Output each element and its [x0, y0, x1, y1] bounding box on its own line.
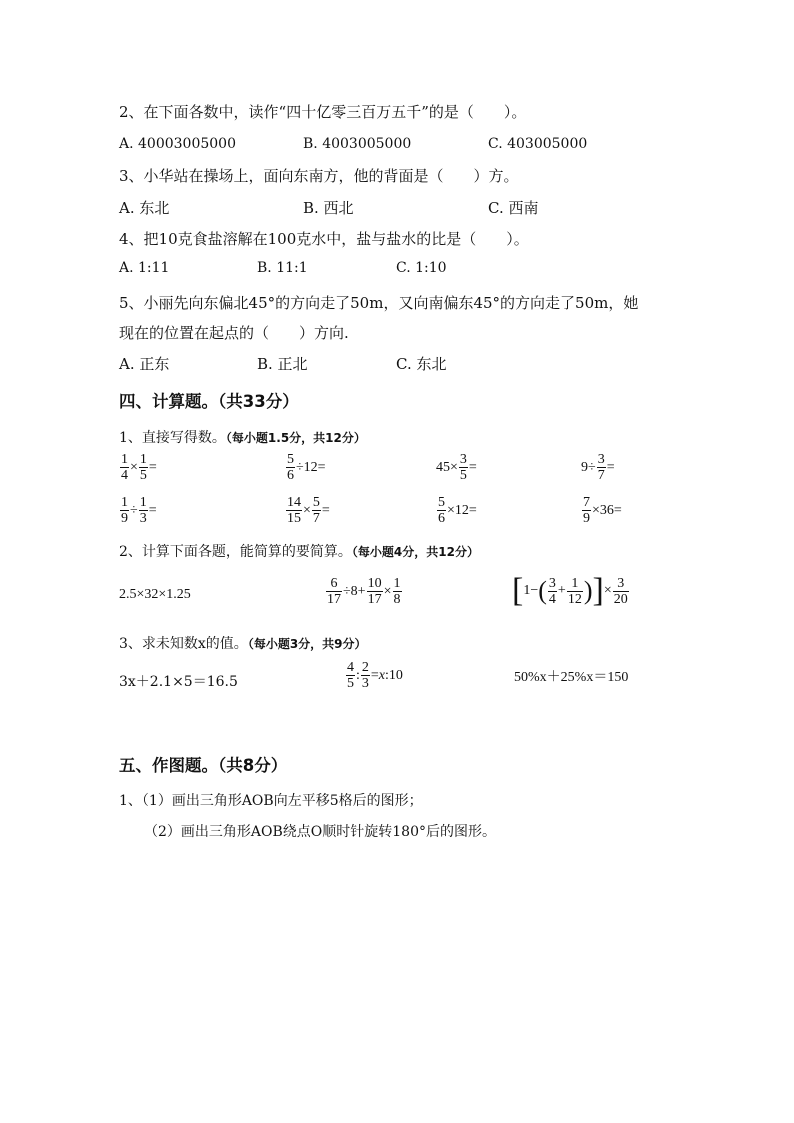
part-1-note: （每小题1.5分，共12分）: [225, 431, 366, 445]
part-1-heading: [119, 427, 366, 447]
mental-math-4: 9÷ $\frac{3}{7}$ =: [581, 452, 615, 483]
question-3-option-a: A. 东北: [119, 199, 170, 217]
mental-math-8: $\frac{7}{9}$ ×36=: [583, 495, 622, 526]
question-4-option-c: C. 1:10: [396, 260, 447, 276]
equation-1: 3x＋2.1×5＝16.5: [119, 674, 238, 690]
calc-expression-3: [ 1− ( $\frac{3}{4}$ + $\frac{1}{12}$ ) ] × $\frac{3}{20}$: [512, 572, 628, 609]
part-3-note: （每小题3分，共9分）: [247, 637, 367, 651]
question-5-option-b: B. 正北: [257, 355, 308, 373]
calc-expression-1: 2.5×32×1.25: [119, 587, 191, 602]
question-3-option-c: C. 西南: [488, 199, 539, 217]
section-4-title: 四、计算题。（共33分）: [119, 392, 299, 411]
part-3-label: 3、求未知数x的值。: [119, 636, 248, 652]
question-4-option-a: A. 1:11: [119, 260, 170, 276]
question-3-option-b: B. 西北: [303, 199, 354, 217]
section-5-title: 五、作图题。（共8分）: [119, 756, 288, 775]
mental-math-1: $\frac{1}{4}$ × $\frac{1}{5}$ =: [121, 452, 157, 483]
question-2-option-b: B. 4003005000: [303, 136, 412, 152]
mental-math-5: $\frac{1}{9}$ ÷ $\frac{1}{3}$ =: [121, 495, 157, 526]
part-2-label: 2、计算下面各题，能简算的要简算。: [119, 544, 352, 560]
question-3-text: 3、小华站在操场上，面向东南方，他的背面是（ ）方。: [119, 167, 519, 185]
equation-2: $\frac{4}{5}$ : $\frac{2}{3}$ = x :10: [347, 660, 403, 691]
question-5-text-line1: 5、小丽先向东偏北45°的方向走了50m，又向南偏东45°的方向走了50m，她: [119, 294, 639, 312]
drawing-task-2: （2）画出三角形AOB绕点O顺时针旋转180°后的图形。: [144, 824, 496, 840]
part-3-heading: [119, 633, 367, 653]
part-2-heading: [119, 541, 479, 561]
mental-math-7: $\frac{5}{6}$ ×12=: [438, 495, 477, 526]
question-5-option-c: C. 东北: [396, 355, 447, 373]
mental-math-2: $\frac{5}{6}$ ÷12=: [287, 452, 326, 483]
drawing-task-1: 1、（1）画出三角形AOB向左平移5格后的图形；: [119, 793, 423, 809]
equation-3: 50%x＋25%x＝150: [514, 670, 629, 685]
question-5-option-a: A. 正东: [119, 355, 170, 373]
mental-math-6: $\frac{14}{15}$ × $\frac{5}{7}$ =: [287, 495, 330, 526]
question-2-option-c: C. 403005000: [488, 136, 588, 152]
question-4-text: 4、把10克食盐溶解在100克水中，盐与盐水的比是（ ）。: [119, 230, 529, 248]
part-2-note: （每小题4分，共12分）: [351, 545, 479, 559]
calc-expression-2: $\frac{6}{17}$ ÷8+ $\frac{10}{17}$ × $\frac{1}{8}$: [327, 576, 401, 607]
question-5-text-line2: 现在的位置在起点的（ ）方向.: [119, 324, 349, 342]
part-1-label: 1、直接写得数。: [119, 430, 226, 446]
mental-math-3: 45× $\frac{3}{5}$ =: [436, 452, 477, 483]
question-4-option-b: B. 11:1: [257, 260, 308, 276]
question-2-text: 2、在下面各数中，读作“四十亿零三百万五千”的是（ ）。: [119, 103, 527, 121]
question-2-option-a: A. 40003005000: [119, 136, 236, 152]
